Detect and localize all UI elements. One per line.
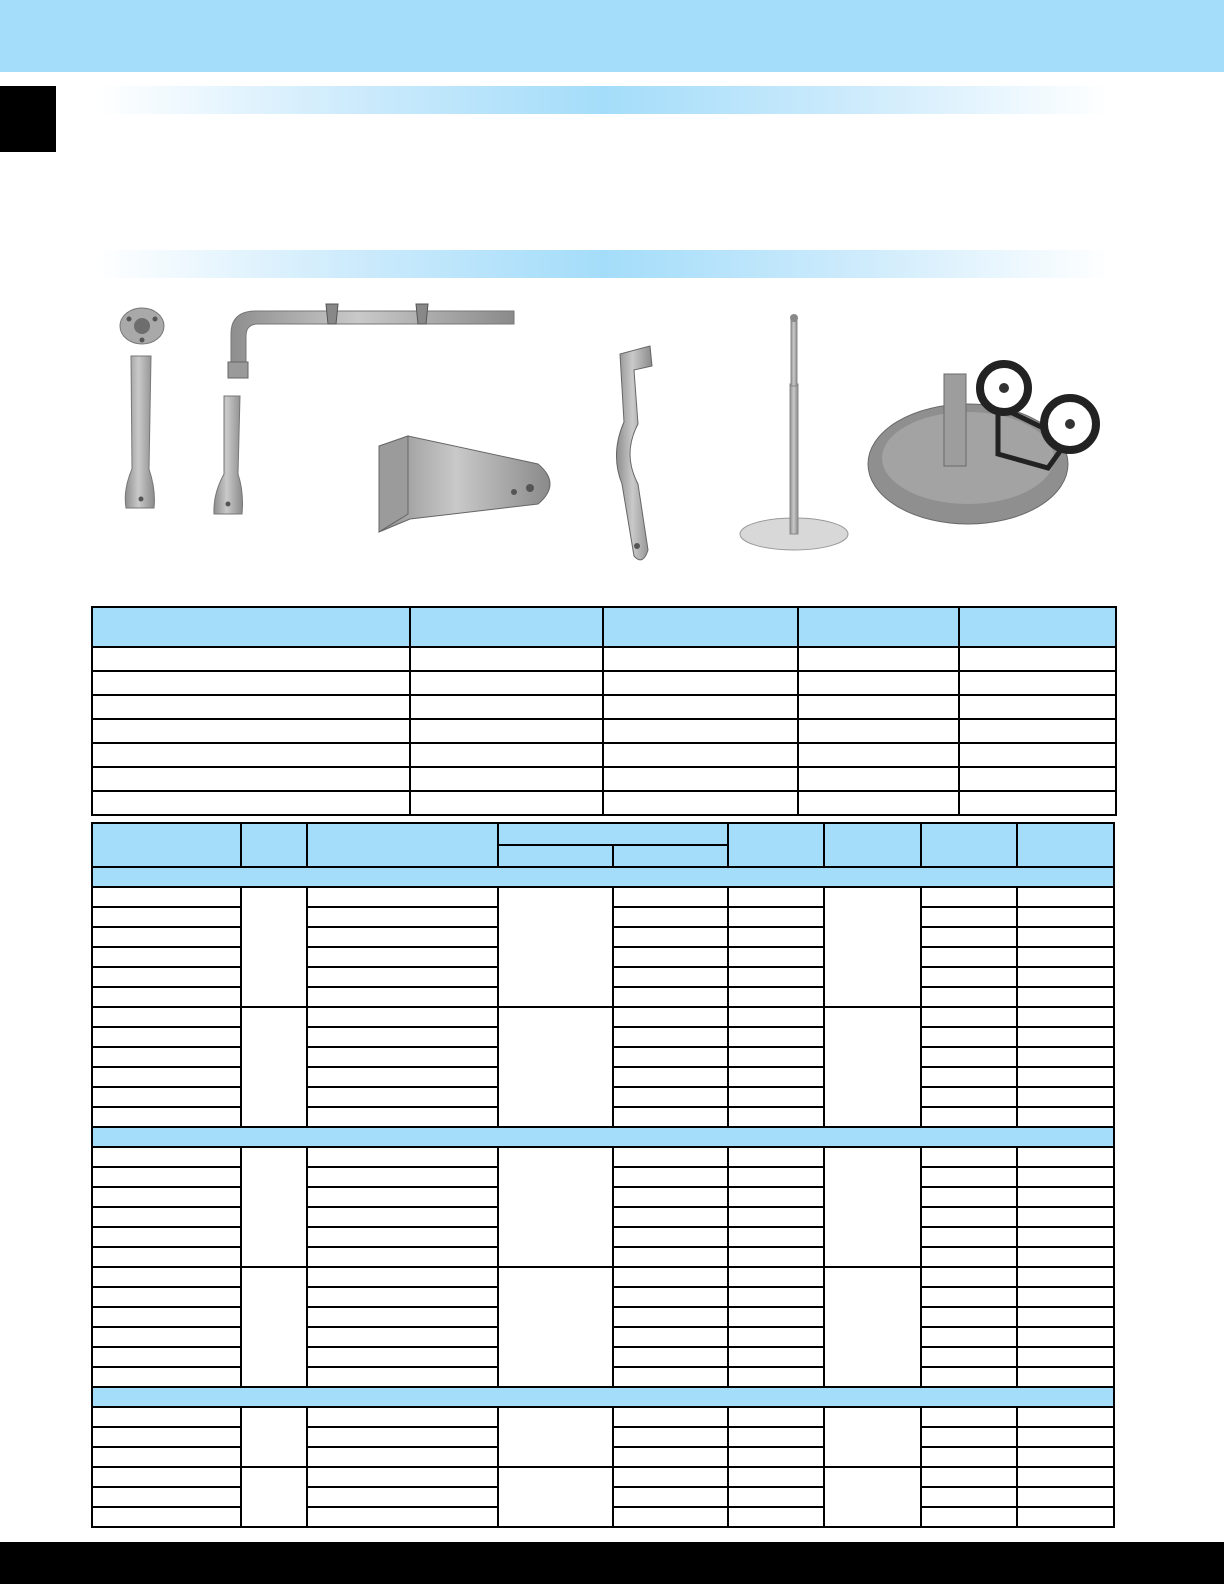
table-header-row bbox=[92, 607, 1116, 647]
table-cell bbox=[1017, 927, 1114, 947]
table-cell bbox=[613, 1147, 728, 1167]
table-cell bbox=[92, 967, 241, 987]
table-cell bbox=[824, 1467, 921, 1527]
table-cell bbox=[603, 743, 798, 767]
model-table bbox=[91, 822, 1115, 1528]
table-cell bbox=[241, 1267, 307, 1387]
table-cell bbox=[921, 1027, 1018, 1047]
table-cell bbox=[92, 927, 241, 947]
table-cell bbox=[1017, 1147, 1114, 1167]
table-cell bbox=[92, 719, 410, 743]
table-row bbox=[92, 1267, 1114, 1287]
table-cell bbox=[728, 1027, 825, 1047]
table-cell bbox=[307, 1287, 498, 1307]
table-cell bbox=[728, 1247, 825, 1267]
table-cell bbox=[410, 695, 603, 719]
header-cell bbox=[1017, 823, 1114, 867]
table-cell bbox=[613, 1307, 728, 1327]
table-cell bbox=[921, 1047, 1018, 1067]
table-cell bbox=[307, 1267, 498, 1287]
table-cell bbox=[921, 987, 1018, 1007]
table-cell bbox=[613, 1067, 728, 1087]
floor-flange-icon bbox=[120, 308, 164, 344]
table-cell bbox=[728, 1167, 825, 1187]
table-cell bbox=[921, 1507, 1018, 1527]
table-cell bbox=[959, 743, 1116, 767]
table-cell bbox=[798, 791, 959, 815]
table-cell bbox=[498, 887, 613, 1007]
table-cell bbox=[921, 947, 1018, 967]
table-cell bbox=[959, 695, 1116, 719]
table-cell bbox=[92, 1127, 1114, 1147]
table-cell bbox=[921, 1447, 1018, 1467]
table-cell bbox=[1017, 1187, 1114, 1207]
table-cell bbox=[241, 1007, 307, 1127]
table-cell bbox=[92, 1267, 241, 1287]
table-cell bbox=[307, 1187, 498, 1207]
table-cell bbox=[92, 1307, 241, 1327]
section-row bbox=[92, 1127, 1114, 1147]
table-cell bbox=[921, 1067, 1018, 1087]
table-cell bbox=[307, 1487, 498, 1507]
table-cell bbox=[728, 1287, 825, 1307]
table-cell bbox=[613, 1107, 728, 1127]
table-cell bbox=[1017, 1207, 1114, 1227]
table-cell bbox=[613, 1427, 728, 1447]
table-cell bbox=[307, 1147, 498, 1167]
table-cell bbox=[603, 791, 798, 815]
table-cell bbox=[92, 907, 241, 927]
table-cell bbox=[1017, 1287, 1114, 1307]
table-cell bbox=[728, 947, 825, 967]
table-cell bbox=[728, 1067, 825, 1087]
table-cell bbox=[613, 1087, 728, 1107]
table-cell bbox=[1017, 1027, 1114, 1047]
table-cell bbox=[798, 719, 959, 743]
table-cell bbox=[613, 887, 728, 907]
table-cell bbox=[92, 1207, 241, 1227]
top-banner bbox=[0, 0, 1224, 72]
table-cell bbox=[959, 671, 1116, 695]
short-pedestal-icon bbox=[214, 396, 243, 514]
table-cell bbox=[1017, 1467, 1114, 1487]
table-cell bbox=[92, 1467, 241, 1487]
table-cell bbox=[307, 1507, 498, 1527]
table-cell bbox=[921, 1487, 1018, 1507]
table-cell bbox=[92, 1107, 241, 1127]
table-cell bbox=[613, 1287, 728, 1307]
table-cell bbox=[728, 1187, 825, 1207]
header-cell bbox=[92, 607, 410, 647]
table-cell bbox=[307, 1027, 498, 1047]
table-cell bbox=[1017, 887, 1114, 907]
table-row bbox=[92, 1407, 1114, 1427]
table-cell bbox=[410, 719, 603, 743]
table-cell bbox=[921, 1287, 1018, 1307]
tapered-pedestal-icon bbox=[125, 356, 154, 508]
table-cell bbox=[728, 1087, 825, 1107]
accessory-spec-table bbox=[91, 606, 1117, 816]
table-cell bbox=[613, 1487, 728, 1507]
table-cell bbox=[921, 1207, 1018, 1227]
table-cell bbox=[613, 927, 728, 947]
table-cell bbox=[307, 1427, 498, 1447]
table-cell bbox=[92, 767, 410, 791]
table-cell bbox=[1017, 1367, 1114, 1387]
table-cell bbox=[728, 927, 825, 947]
table-cell bbox=[824, 1147, 921, 1267]
table-cell bbox=[307, 1087, 498, 1107]
table-cell bbox=[613, 1467, 728, 1487]
table-cell bbox=[728, 1307, 825, 1327]
table-cell bbox=[92, 1407, 241, 1427]
table-cell bbox=[92, 671, 410, 695]
table-cell bbox=[92, 1447, 241, 1467]
table-cell bbox=[603, 647, 798, 671]
table-cell bbox=[728, 1107, 825, 1127]
table-cell bbox=[603, 671, 798, 695]
table-cell bbox=[1017, 1107, 1114, 1127]
table-cell bbox=[728, 1227, 825, 1247]
table-cell bbox=[92, 1287, 241, 1307]
table-cell bbox=[1017, 1227, 1114, 1247]
table-cell bbox=[728, 1347, 825, 1367]
table-cell bbox=[824, 1267, 921, 1387]
table-cell bbox=[921, 1247, 1018, 1267]
header-cell bbox=[410, 607, 603, 647]
table-cell bbox=[92, 743, 410, 767]
table-cell bbox=[613, 1187, 728, 1207]
table-cell bbox=[798, 695, 959, 719]
header-cell bbox=[498, 823, 727, 845]
table-cell bbox=[921, 1147, 1018, 1167]
table-cell bbox=[921, 1187, 1018, 1207]
header-cell bbox=[921, 823, 1018, 867]
table-cell bbox=[92, 1027, 241, 1047]
header-cell bbox=[798, 607, 959, 647]
hanging-bracket-icon bbox=[616, 346, 652, 560]
table-row bbox=[92, 1467, 1114, 1487]
table-cell bbox=[410, 791, 603, 815]
table-cell bbox=[241, 1407, 307, 1467]
table-cell bbox=[613, 1027, 728, 1047]
table-cell bbox=[92, 987, 241, 1007]
table-cell bbox=[92, 791, 410, 815]
ceiling-pipe-icon bbox=[228, 304, 514, 378]
table-cell bbox=[498, 1267, 613, 1387]
table-cell bbox=[307, 1247, 498, 1267]
table-row bbox=[92, 671, 1116, 695]
table-cell bbox=[92, 1047, 241, 1067]
table-cell bbox=[613, 1347, 728, 1367]
table-cell bbox=[1017, 1447, 1114, 1467]
table-cell bbox=[241, 1147, 307, 1267]
table-cell bbox=[498, 1007, 613, 1127]
table-cell bbox=[728, 1407, 825, 1427]
table-cell bbox=[613, 1407, 728, 1427]
table-cell bbox=[307, 1207, 498, 1227]
header-cell bbox=[92, 823, 241, 867]
table-cell bbox=[307, 1047, 498, 1067]
table-cell bbox=[728, 1007, 825, 1027]
table-cell bbox=[307, 887, 498, 907]
table-cell bbox=[92, 647, 410, 671]
table-cell bbox=[613, 1167, 728, 1187]
table-cell bbox=[241, 887, 307, 1007]
table-cell bbox=[92, 947, 241, 967]
table-cell bbox=[613, 1047, 728, 1067]
table-header-row bbox=[92, 823, 1114, 845]
table-cell bbox=[498, 1467, 613, 1527]
table-cell bbox=[921, 967, 1018, 987]
header-cell bbox=[613, 845, 728, 867]
table-row bbox=[92, 791, 1116, 815]
table-cell bbox=[307, 967, 498, 987]
table-cell bbox=[613, 1267, 728, 1287]
wall-bracket-icon bbox=[379, 436, 550, 532]
table-cell bbox=[613, 967, 728, 987]
table-cell bbox=[498, 1407, 613, 1467]
table-cell bbox=[728, 887, 825, 907]
table-cell bbox=[92, 1227, 241, 1247]
header-cell bbox=[307, 823, 498, 867]
table-cell bbox=[1017, 1487, 1114, 1507]
table-cell bbox=[921, 1227, 1018, 1247]
table-cell bbox=[921, 1087, 1018, 1107]
table-cell bbox=[613, 1367, 728, 1387]
table-cell bbox=[613, 1227, 728, 1247]
table-cell bbox=[728, 907, 825, 927]
table-cell bbox=[613, 1207, 728, 1227]
header-cell bbox=[498, 845, 613, 867]
table-cell bbox=[92, 887, 241, 907]
table-cell bbox=[798, 647, 959, 671]
table-cell bbox=[1017, 1167, 1114, 1187]
table-cell bbox=[921, 907, 1018, 927]
table-cell bbox=[307, 1347, 498, 1367]
table-cell bbox=[728, 987, 825, 1007]
table-cell bbox=[307, 1167, 498, 1187]
table-cell bbox=[92, 1387, 1114, 1407]
table-cell bbox=[613, 1247, 728, 1267]
table-cell bbox=[959, 719, 1116, 743]
table-cell bbox=[921, 1267, 1018, 1287]
product-photo-strip bbox=[98, 294, 1118, 584]
table-row bbox=[92, 719, 1116, 743]
footer-bar bbox=[0, 1542, 1224, 1584]
table-cell bbox=[798, 671, 959, 695]
table-cell bbox=[307, 907, 498, 927]
table-cell bbox=[410, 647, 603, 671]
table-cell bbox=[613, 987, 728, 1007]
table-row bbox=[92, 1147, 1114, 1167]
table-cell bbox=[824, 887, 921, 1007]
table-cell bbox=[798, 743, 959, 767]
table-cell bbox=[921, 1107, 1018, 1127]
table-cell bbox=[307, 1327, 498, 1347]
table-cell bbox=[307, 987, 498, 1007]
table-cell bbox=[921, 1367, 1018, 1387]
table-cell bbox=[921, 1347, 1018, 1367]
section-row bbox=[92, 1387, 1114, 1407]
table-cell bbox=[613, 1507, 728, 1527]
table-cell bbox=[92, 1327, 241, 1347]
table-cell bbox=[92, 1427, 241, 1447]
table-cell bbox=[603, 695, 798, 719]
table-cell bbox=[728, 1367, 825, 1387]
table-row bbox=[92, 647, 1116, 671]
table-cell bbox=[92, 1087, 241, 1107]
pedestal-stand-icon bbox=[740, 314, 848, 550]
header-cell bbox=[603, 607, 798, 647]
table-cell bbox=[728, 1447, 825, 1467]
header-cell bbox=[241, 823, 307, 867]
table-cell bbox=[1017, 1307, 1114, 1327]
table-row bbox=[92, 767, 1116, 791]
table-cell bbox=[921, 887, 1018, 907]
table-cell bbox=[92, 1487, 241, 1507]
table-cell bbox=[959, 647, 1116, 671]
table-cell bbox=[1017, 1347, 1114, 1367]
table-cell bbox=[307, 1107, 498, 1127]
table-cell bbox=[1017, 1047, 1114, 1067]
table-cell bbox=[1017, 1087, 1114, 1107]
table-cell bbox=[921, 927, 1018, 947]
table-cell bbox=[307, 947, 498, 967]
table-cell bbox=[921, 1007, 1018, 1027]
table-cell bbox=[613, 1327, 728, 1347]
table-cell bbox=[921, 1327, 1018, 1347]
table-row bbox=[92, 1007, 1114, 1027]
table-cell bbox=[1017, 967, 1114, 987]
table-cell bbox=[959, 791, 1116, 815]
table-cell bbox=[1017, 1427, 1114, 1447]
table-cell bbox=[307, 1067, 498, 1087]
table-cell bbox=[1017, 1007, 1114, 1027]
table-cell bbox=[307, 1227, 498, 1247]
table-cell bbox=[1017, 1507, 1114, 1527]
table-cell bbox=[728, 1267, 825, 1287]
table-cell bbox=[728, 1207, 825, 1227]
table-cell bbox=[92, 1367, 241, 1387]
table-cell bbox=[92, 1007, 241, 1027]
section-heading-bar bbox=[98, 86, 1110, 114]
table-cell bbox=[92, 695, 410, 719]
table-cell bbox=[1017, 1067, 1114, 1087]
table-cell bbox=[307, 1407, 498, 1427]
table-cell bbox=[824, 1007, 921, 1127]
section-heading-bar bbox=[98, 250, 1110, 278]
table-cell bbox=[410, 767, 603, 791]
table-cell bbox=[1017, 1267, 1114, 1287]
table-cell bbox=[92, 1067, 241, 1087]
table-cell bbox=[92, 1167, 241, 1187]
table-cell bbox=[603, 767, 798, 791]
table-cell bbox=[1017, 987, 1114, 1007]
table-cell bbox=[613, 1007, 728, 1027]
table-cell bbox=[307, 1467, 498, 1487]
section-tab[interactable] bbox=[0, 86, 56, 152]
table-cell bbox=[921, 1307, 1018, 1327]
table-cell bbox=[959, 767, 1116, 791]
table-cell bbox=[603, 719, 798, 743]
table-row bbox=[92, 743, 1116, 767]
table-cell bbox=[92, 1147, 241, 1167]
wheeled-base-icon bbox=[868, 364, 1096, 524]
table-cell bbox=[798, 767, 959, 791]
table-cell bbox=[921, 1407, 1018, 1427]
table-cell bbox=[921, 1167, 1018, 1187]
table-cell bbox=[307, 927, 498, 947]
table-cell bbox=[1017, 1407, 1114, 1427]
table-cell bbox=[728, 967, 825, 987]
table-cell bbox=[307, 1307, 498, 1327]
table-cell bbox=[92, 1347, 241, 1367]
table-cell bbox=[92, 1187, 241, 1207]
table-cell bbox=[728, 1467, 825, 1487]
header-cell bbox=[959, 607, 1116, 647]
table-cell bbox=[307, 1367, 498, 1387]
section-row bbox=[92, 867, 1114, 887]
table-cell bbox=[728, 1147, 825, 1167]
table-cell bbox=[92, 1507, 241, 1527]
header-cell bbox=[728, 823, 825, 867]
table-cell bbox=[921, 1427, 1018, 1447]
table-cell bbox=[410, 671, 603, 695]
table-cell bbox=[728, 1487, 825, 1507]
table-cell bbox=[1017, 1247, 1114, 1267]
table-cell bbox=[921, 1467, 1018, 1487]
table-row bbox=[92, 695, 1116, 719]
table-cell bbox=[613, 947, 728, 967]
table-cell bbox=[728, 1427, 825, 1447]
table-cell bbox=[410, 743, 603, 767]
table-cell bbox=[1017, 907, 1114, 927]
table-cell bbox=[728, 1047, 825, 1067]
header-cell bbox=[824, 823, 921, 867]
table-cell bbox=[824, 1407, 921, 1467]
table-cell bbox=[307, 1447, 498, 1467]
table-cell bbox=[92, 867, 1114, 887]
table-cell bbox=[613, 1447, 728, 1467]
table-cell bbox=[92, 1247, 241, 1267]
table-cell bbox=[1017, 947, 1114, 967]
table-row bbox=[92, 887, 1114, 907]
table-cell bbox=[1017, 1327, 1114, 1347]
table-cell bbox=[307, 1007, 498, 1027]
table-cell bbox=[613, 907, 728, 927]
table-cell bbox=[241, 1467, 307, 1527]
table-cell bbox=[498, 1147, 613, 1267]
table-cell bbox=[728, 1327, 825, 1347]
table-cell bbox=[728, 1507, 825, 1527]
